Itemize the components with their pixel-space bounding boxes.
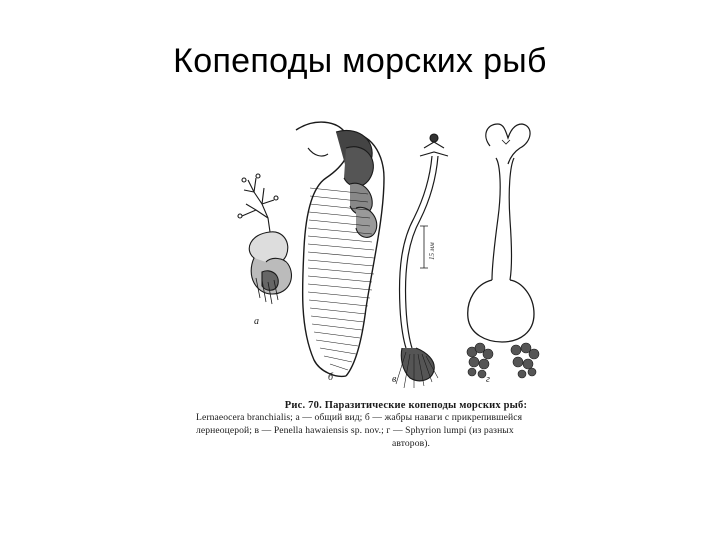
penella-drawing — [396, 134, 448, 388]
caption-heading: Рис. 70. Паразитические копеподы морских рыб: — [284, 400, 528, 411]
caption-line-1: Lernaeocera branchialis; а — общий вид; б — жабры наваги с прикрепившейся — [196, 412, 523, 423]
panel-label-g: г — [486, 374, 490, 385]
slide-title: Копеподы морских рыб — [173, 42, 547, 80]
caption-line-2: лернеоцерой; в — Penella hawaiensis sp. nov.; г — Sphyrion lumpi (из разных — [196, 425, 514, 436]
sphyrion-drawing — [467, 124, 539, 378]
scale-bar — [420, 226, 428, 268]
parasitic-copepods-illustration — [196, 108, 616, 398]
panel-label-a: а — [254, 316, 259, 327]
gill-arch-drawing — [296, 122, 384, 376]
caption-line-3: авторов). — [391, 438, 431, 449]
figure — [196, 108, 616, 460]
scale-label: 15 мм — [428, 242, 436, 260]
panel-label-v: в — [392, 374, 397, 385]
panel-label-b: б — [328, 372, 334, 383]
lernaeocera-drawing — [238, 174, 291, 304]
figure-caption — [196, 400, 616, 450]
